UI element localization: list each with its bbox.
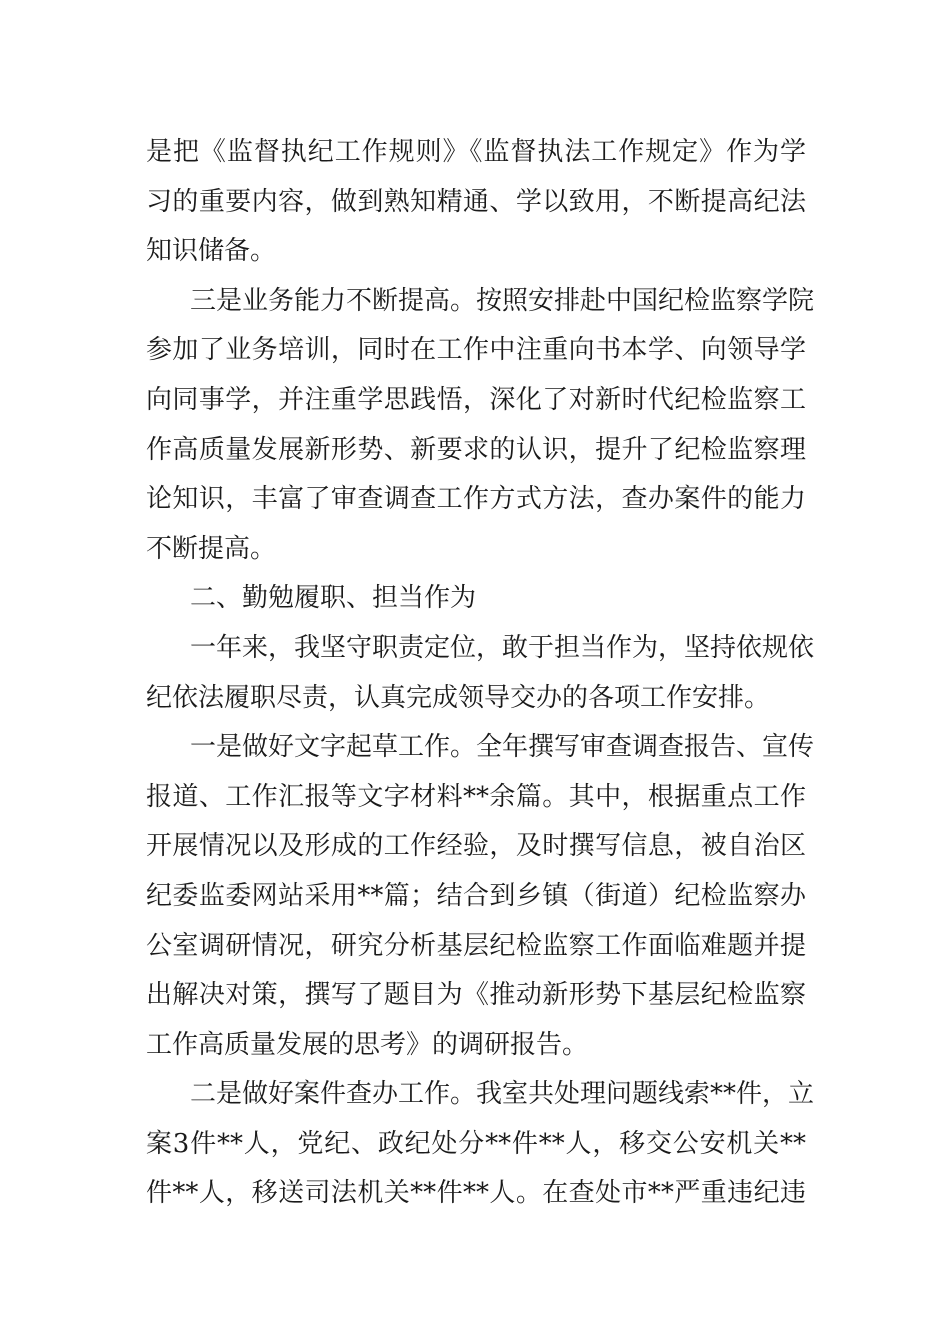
text-line: 出解决对策，撰写了题目为《推动新形势下基层纪检监察 (146, 980, 806, 1011)
text-line: 纪委监委网站采用**篇；结合到乡镇（街道）纪检监察办 (146, 880, 806, 911)
text-line: 是把《监督执纪工作规则》《监督执法工作规定》作为学 (146, 137, 806, 167)
text-line: 报道、工作汇报等文字材料**余篇。其中，根据重点工作 (146, 781, 806, 812)
text-line: 知识储备。 (146, 236, 277, 267)
text-line: 件**人，移送司法机关**件**人。在查处市**严重违纪违 (146, 1178, 806, 1209)
text-line: 不断提高。 (146, 533, 277, 564)
text-line: 作高质量发展新形势、新要求的认识，提升了纪检监察理 (146, 434, 806, 465)
text-line: 一年来，我坚守职责定位，敢于担当作为，坚持依规依 (190, 632, 815, 663)
text-line: 开展情况以及形成的工作经验，及时撰写信息，被自治区 (146, 831, 806, 862)
text-line: 习的重要内容，做到熟知精通、学以致用，不断提高纪法 (146, 186, 806, 217)
text-line: 论知识，丰富了审查调查工作方式方法，查办案件的能力 (146, 484, 806, 515)
text-line: 三是业务能力不断提高。按照安排赴中国纪检监察学院 (190, 285, 815, 316)
text-line: 二是做好案件查办工作。我室共处理问题线索**件，立 (190, 1079, 815, 1110)
text-line: 参加了业务培训，同时在工作中注重向书本学、向领导学 (146, 335, 806, 366)
section-heading: 二、勤勉履职、担当作为 (190, 583, 477, 614)
text-line: 一是做好文字起草工作。全年撰写审查调查报告、宣传 (190, 732, 815, 763)
text-line: 工作高质量发展的思考》的调研报告。 (146, 1029, 589, 1060)
text-line: 向同事学，并注重学思践悟，深化了对新时代纪检监察工 (146, 384, 806, 415)
text-line: 公室调研情况，研究分析基层纪检监察工作面临难题并提 (146, 930, 806, 961)
text-line: 纪依法履职尽责，认真完成领导交办的各项工作安排。 (146, 682, 771, 713)
text-line: 案3件**人，党纪、政纪处分**件**人，移交公安机关** (146, 1128, 806, 1159)
document-body (146, 128, 815, 1219)
